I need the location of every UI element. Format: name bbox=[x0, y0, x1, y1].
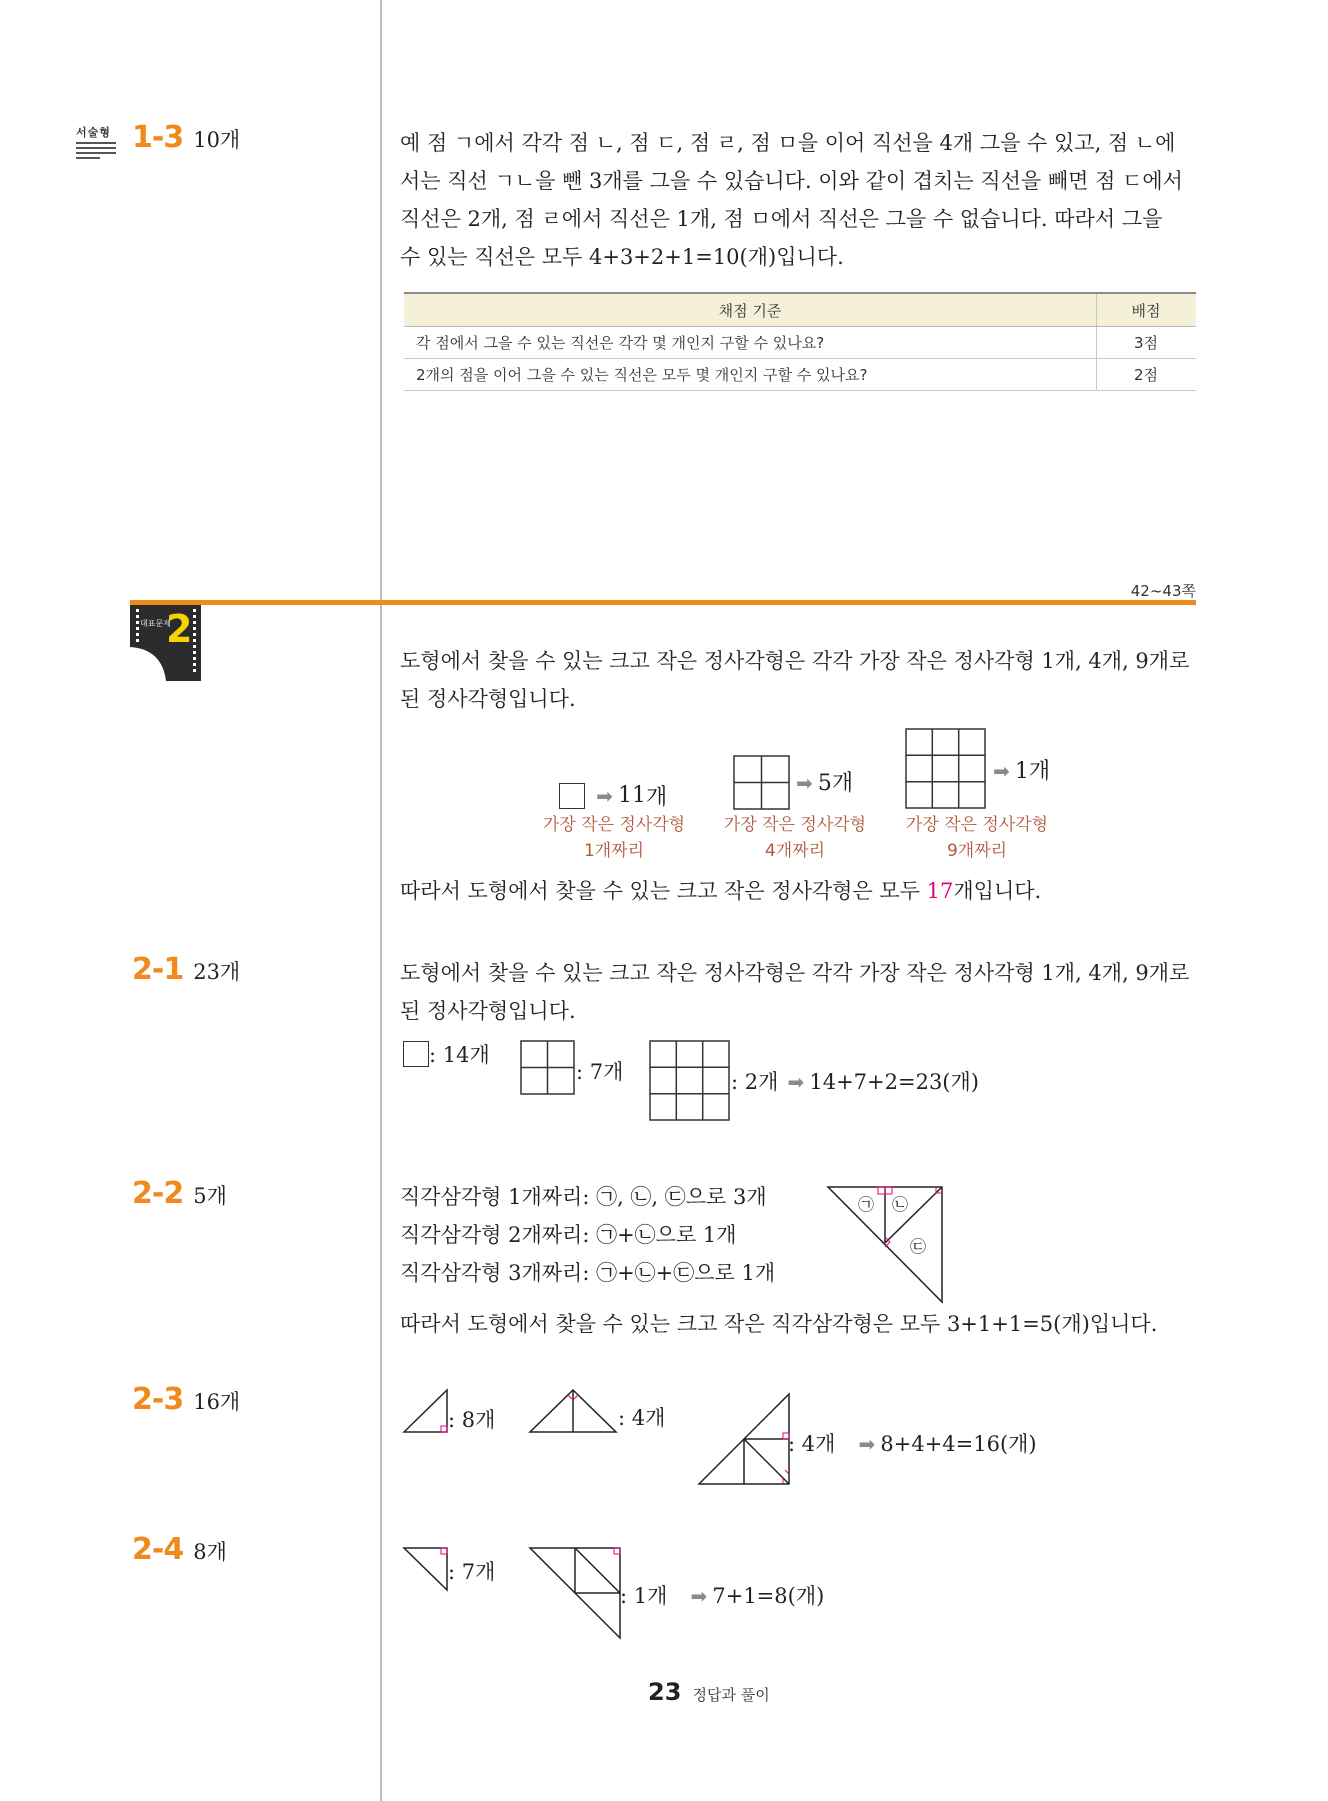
count-text: : 7개 bbox=[448, 1560, 496, 1584]
page-number: 23 bbox=[648, 1678, 682, 1706]
right-triangle-figure bbox=[826, 1184, 946, 1306]
arrow-right-icon: ➡ bbox=[596, 783, 613, 808]
caption-line: 9개짜리 bbox=[946, 841, 1008, 861]
count-text: : 4개 bbox=[618, 1406, 666, 1430]
conclusion-text: 따라서 도형에서 찾을 수 있는 크고 작은 정사각형은 모두 bbox=[400, 879, 927, 903]
problem-label-1-3: 1-3 10개 bbox=[132, 120, 241, 155]
problem-number: 2 bbox=[132, 1382, 152, 1417]
conclusion-text: 개입니다. bbox=[953, 879, 1042, 903]
arrow-right-icon: ➡ bbox=[796, 771, 813, 795]
problem-answer: 10개 bbox=[193, 128, 241, 152]
table-cell: 각 점에서 그을 수 있는 직선은 각각 몇 개인지 구할 수 있나요? bbox=[404, 327, 1097, 359]
count-item-large bbox=[788, 1428, 1037, 1458]
representative-tag: 대표문제 bbox=[140, 619, 171, 628]
column-divider bbox=[380, 0, 382, 1801]
arrow-right-icon: ➡ bbox=[858, 1432, 876, 1456]
count-text: : 8개 bbox=[448, 1408, 496, 1432]
count-text: : 1개 bbox=[620, 1584, 668, 1608]
caption-line: 4개짜리 bbox=[764, 841, 826, 861]
square-item-1 bbox=[559, 780, 667, 811]
page-reference: 42~43쪽 bbox=[1130, 582, 1196, 600]
representative-explanation bbox=[400, 642, 1200, 718]
count-text: : 4개 bbox=[788, 1432, 836, 1456]
solution-2-2 bbox=[400, 1178, 800, 1292]
problem-subnumber: 3 bbox=[163, 120, 184, 155]
representative-conclusion bbox=[400, 872, 1041, 910]
arrow-right-icon: ➡ bbox=[993, 759, 1010, 783]
problem-label-2-1: 2-1 23개 bbox=[132, 952, 241, 987]
count-item-1x1 bbox=[403, 1039, 490, 1069]
triangle-mark-b: ㉡ bbox=[892, 1195, 909, 1214]
solution-2-1 bbox=[400, 954, 1200, 1030]
square-caption-1 bbox=[534, 812, 694, 864]
square-3x3-icon bbox=[649, 1040, 731, 1122]
equation: 7+1=8(개) bbox=[712, 1584, 825, 1608]
solution-1-3 bbox=[400, 124, 1200, 276]
solution-line: 된 정사각형입니다. bbox=[400, 687, 576, 711]
solution-line: 도형에서 찾을 수 있는 크고 작은 정사각형은 각각 가장 작은 정사각형 1개, 4개, 9개로 bbox=[400, 649, 1190, 673]
square-2x2-icon bbox=[520, 1040, 576, 1096]
problem-subnumber: 3 bbox=[163, 1382, 184, 1417]
triangle-mark-a: ㉠ bbox=[858, 1195, 875, 1214]
table-cell: 2점 bbox=[1097, 359, 1197, 391]
triangle-mark-c: ㉢ bbox=[910, 1237, 927, 1256]
square-item-2 bbox=[796, 766, 853, 797]
representative-number: 2 bbox=[166, 607, 193, 651]
problem-number: 2 bbox=[132, 952, 152, 987]
table-header-criteria: 채점 기준 bbox=[404, 293, 1097, 327]
table-row bbox=[404, 359, 1196, 391]
solution-line: 된 정사각형입니다. bbox=[400, 999, 576, 1023]
section-divider bbox=[130, 600, 1196, 605]
conclusion-number: 17 bbox=[926, 879, 954, 903]
square-caption-2 bbox=[715, 812, 875, 864]
page-footer bbox=[648, 1678, 770, 1706]
problem-label-2-4: 2-4 8개 bbox=[132, 1532, 227, 1567]
problem-number: 1 bbox=[132, 120, 152, 155]
table-header-points: 배점 bbox=[1097, 293, 1197, 327]
table-row bbox=[404, 327, 1196, 359]
solution-line: 직각삼각형 1개짜리: ㉠, ㉡, ㉢으로 3개 bbox=[400, 1185, 767, 1209]
count-item-composite bbox=[620, 1580, 824, 1610]
square-count-unit: 개 bbox=[1028, 759, 1051, 784]
solution-line: 예 점 ㄱ에서 각각 점 ㄴ, 점 ㄷ, 점 ㄹ, 점 ㅁ을 이어 직선을 4개 그을 수 있고, 점 ㄴ에 bbox=[400, 131, 1176, 155]
equation: 8+4+4=16(개) bbox=[880, 1432, 1037, 1456]
count-text: : 7개 bbox=[576, 1060, 624, 1084]
problem-subnumber: 4 bbox=[163, 1532, 184, 1567]
square-count-unit: 개 bbox=[645, 785, 668, 810]
count-text: : 2개 bbox=[731, 1070, 779, 1094]
caption-line: 가장 작은 정사각형 bbox=[723, 815, 867, 835]
square-1x1-icon bbox=[403, 1041, 429, 1067]
square-count: 11 bbox=[617, 783, 646, 808]
solution-line: 수 있는 직선은 모두 4+3+2+1=10(개)입니다. bbox=[400, 245, 844, 269]
large-triangle-figure bbox=[697, 1392, 791, 1486]
problem-answer: 23개 bbox=[193, 960, 241, 984]
solution-line: 직각삼각형 2개짜리: ㉠+㉡으로 1개 bbox=[400, 1223, 737, 1247]
caption-line: 가장 작은 정사각형 bbox=[542, 815, 686, 835]
solution-line: 직각삼각형 3개짜리: ㉠+㉡+㉢으로 1개 bbox=[400, 1261, 776, 1285]
isosceles-right-triangle-icon bbox=[528, 1388, 618, 1434]
solution-line: 서는 직선 ㄱㄴ을 뺀 3개를 그을 수 있습니다. 이와 같이 겹치는 직선을 빼면 점 ㄷ에서 bbox=[400, 169, 1183, 193]
square-count-unit: 개 bbox=[831, 771, 854, 796]
solution-line: 도형에서 찾을 수 있는 크고 작은 정사각형은 각각 가장 작은 정사각형 1개, 4개, 9개로 bbox=[400, 961, 1190, 985]
problem-label-2-3: 2-3 16개 bbox=[132, 1382, 241, 1417]
page-title: 정답과 풀이 bbox=[692, 1686, 770, 1704]
small-right-triangle-icon bbox=[402, 1388, 450, 1434]
square-count: 5 bbox=[817, 771, 832, 796]
problem-label-2-2: 2-2 5개 bbox=[132, 1176, 227, 1211]
essay-badge bbox=[76, 124, 116, 164]
square-item-3 bbox=[993, 754, 1050, 785]
square-1x1-icon bbox=[559, 783, 585, 809]
problem-subnumber: 1 bbox=[163, 952, 184, 987]
problem-answer: 16개 bbox=[193, 1390, 241, 1414]
problem-subnumber: 2 bbox=[163, 1176, 184, 1211]
essay-badge-label: 서술형 bbox=[76, 126, 111, 139]
conclusion-text: 따라서 도형에서 찾을 수 있는 크고 작은 직각삼각형은 모두 3+1+1=5(개)입니다. bbox=[400, 1312, 1158, 1336]
square-caption-3 bbox=[897, 812, 1057, 864]
arrow-right-icon: ➡ bbox=[787, 1070, 805, 1094]
arrow-right-icon: ➡ bbox=[690, 1584, 708, 1608]
table-cell: 2개의 점을 이어 그을 수 있는 직선은 모두 몇 개인지 구할 수 있나요? bbox=[404, 359, 1097, 391]
problem-number: 2 bbox=[132, 1532, 152, 1567]
solution-line: 직선은 2개, 점 ㄹ에서 직선은 1개, 점 ㅁ에서 직선은 그을 수 없습니다. 따라서 그을 bbox=[400, 207, 1163, 231]
representative-badge bbox=[130, 605, 202, 685]
notepad-icon bbox=[76, 140, 116, 160]
square-count: 1 bbox=[1014, 759, 1029, 784]
problem-answer: 5개 bbox=[193, 1184, 227, 1208]
square-3x3-icon bbox=[905, 728, 987, 810]
problem-number: 2 bbox=[132, 1176, 152, 1211]
scoring-table bbox=[404, 292, 1196, 391]
caption-line: 1개짜리 bbox=[583, 841, 645, 861]
count-text: : 14개 bbox=[429, 1043, 490, 1067]
table-cell: 3점 bbox=[1097, 327, 1197, 359]
caption-line: 가장 작은 정사각형 bbox=[905, 815, 1049, 835]
equation: 14+7+2=23(개) bbox=[809, 1070, 979, 1094]
square-2x2-icon bbox=[733, 755, 791, 811]
problem-answer: 8개 bbox=[193, 1540, 227, 1564]
composite-triangle-figure bbox=[528, 1546, 622, 1640]
small-right-triangle-icon bbox=[402, 1546, 450, 1592]
count-item-3x3 bbox=[731, 1066, 979, 1096]
